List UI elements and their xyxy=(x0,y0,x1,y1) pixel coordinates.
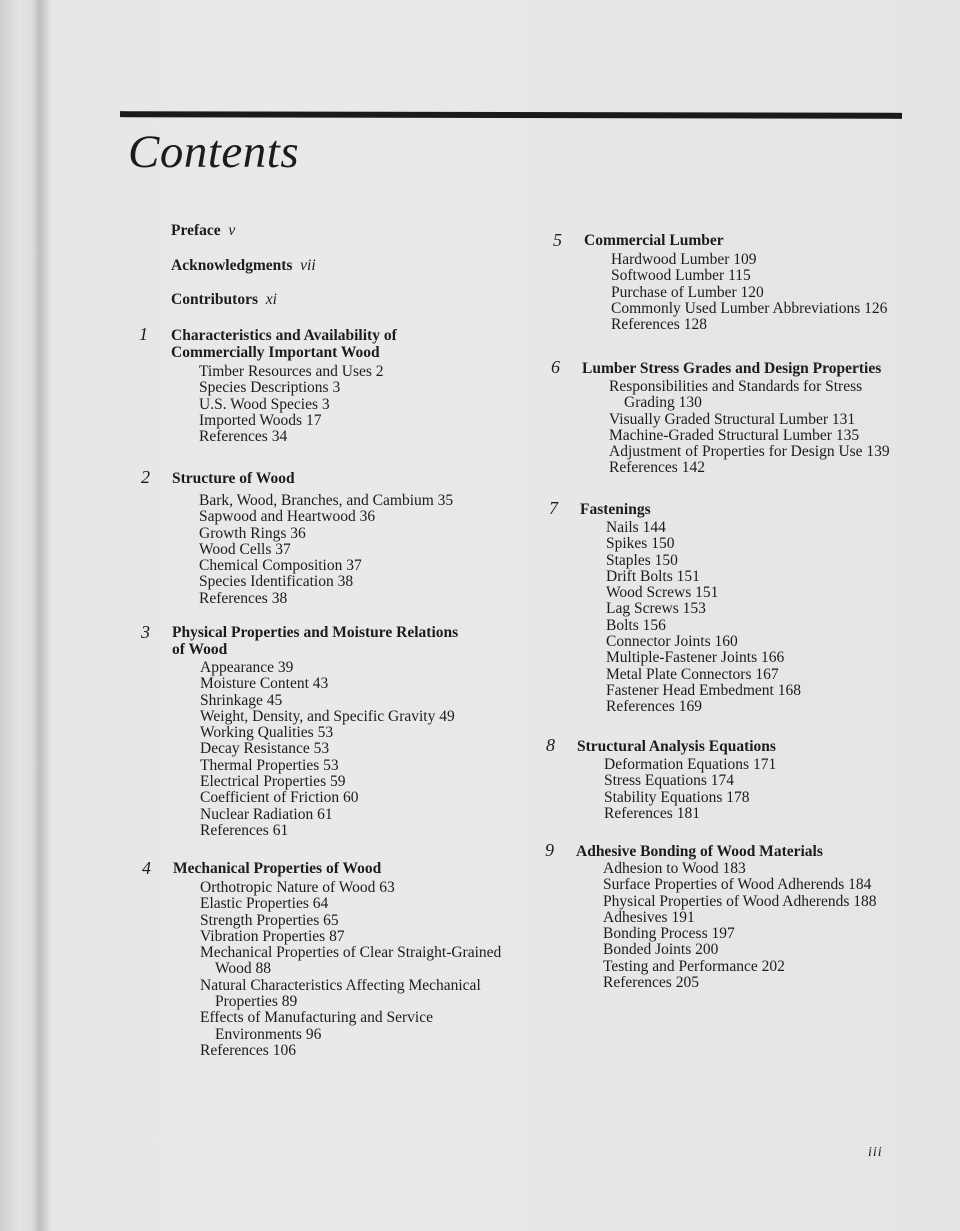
section-entry: References 106 xyxy=(200,1041,296,1059)
section-entry: Imported Woods 17 xyxy=(199,411,322,429)
section-entry: Wood Cells 37 xyxy=(199,540,291,558)
section-entry: Properties 89 xyxy=(215,993,298,1011)
chapter-number: 9 xyxy=(545,840,554,860)
front-matter-acknowledgments: Acknowledgments vii xyxy=(171,257,316,274)
section-entry: Commonly Used Lumber Abbreviations 126 xyxy=(611,299,888,317)
section-entry: Fastener Head Embedment 168 xyxy=(606,681,801,699)
chapter-sections xyxy=(199,493,453,607)
chapter-sections xyxy=(611,252,887,333)
section-entry: Multiple-Fastener Joints 166 xyxy=(606,649,785,667)
section-entry: Environments 96 xyxy=(215,1025,322,1043)
section-entry: Metal Plate Connectors 167 xyxy=(606,665,779,683)
section-entry: Decay Resistance 53 xyxy=(200,740,330,758)
section-entry: Spikes 150 xyxy=(606,535,675,553)
section-entry: Shrinkage 45 xyxy=(200,691,283,709)
chapter-title: Mechanical Properties of Wood xyxy=(173,860,382,877)
section-entry: Stability Equations 178 xyxy=(604,788,750,806)
section-entry: Moisture Content 43 xyxy=(200,675,329,693)
section-entry: Timber Resources and Uses 2 xyxy=(199,363,384,380)
chapter-title: Structure of Wood xyxy=(172,470,295,487)
chapter-number: 5 xyxy=(553,230,562,250)
front-matter-preface: Preface v xyxy=(171,222,236,239)
section-entry: Mechanical Properties of Clear Straight-Grained xyxy=(200,944,502,962)
chapter-number: 1 xyxy=(139,324,148,344)
section-entry: Working Qualities 53 xyxy=(200,724,334,742)
section-entry: Effects of Manufacturing and Service xyxy=(200,1009,433,1027)
section-entry: Adhesion to Wood 183 xyxy=(603,860,746,877)
section-entry: Hardwood Lumber 109 xyxy=(611,251,757,268)
chapter-sections xyxy=(200,880,501,1059)
section-entry: Vibration Properties 87 xyxy=(200,927,345,945)
page-number: iii xyxy=(868,1145,883,1160)
section-entry: Elastic Properties 64 xyxy=(200,895,329,913)
section-entry: Physical Properties of Wood Adherends 188 xyxy=(603,892,877,910)
section-entry: Sapwood and Heartwood 36 xyxy=(199,508,376,526)
section-entry: References 38 xyxy=(199,589,288,607)
section-entry: Drift Bolts 151 xyxy=(606,567,700,585)
chapter-title: Adhesive Bonding of Wood Materials xyxy=(576,843,823,860)
section-entry: Weight, Density, and Specific Gravity 49 xyxy=(200,707,455,725)
section-entry: Wood Screws 151 xyxy=(606,584,719,602)
chapter-title: Characteristics and Availability of Commercially Important Wood xyxy=(171,327,397,361)
section-entry: Bonded Joints 200 xyxy=(603,941,719,959)
section-entry: References 128 xyxy=(611,316,707,334)
chapter-number: 7 xyxy=(549,498,558,518)
chapter-sections xyxy=(604,757,776,822)
chapter-number: 4 xyxy=(142,858,151,878)
section-entry: Electrical Properties 59 xyxy=(200,773,346,791)
chapter-number: 2 xyxy=(141,467,150,487)
section-entry: Deformation Equations 171 xyxy=(604,756,777,773)
section-entry: Bonding Process 197 xyxy=(603,925,735,943)
chapter-sections xyxy=(200,660,455,839)
section-entry: Chemical Composition 37 xyxy=(199,557,362,575)
section-entry: Appearance 39 xyxy=(200,659,294,676)
chapter-sections xyxy=(606,520,801,716)
section-entry: Strength Properties 65 xyxy=(200,911,339,929)
section-entry: Stress Equations 174 xyxy=(604,772,735,790)
chapter-sections xyxy=(609,379,890,477)
section-entry: Nuclear Radiation 61 xyxy=(200,805,333,823)
chapter-title: Lumber Stress Grades and Design Properties xyxy=(582,360,882,377)
section-entry: Softwood Lumber 115 xyxy=(611,267,751,285)
section-entry: Surface Properties of Wood Adherends 184 xyxy=(603,876,872,894)
section-entry: Grading 130 xyxy=(624,394,702,412)
section-entry: Adhesives 191 xyxy=(603,908,695,926)
section-entry: Species Descriptions 3 xyxy=(199,379,341,397)
section-entry: References 169 xyxy=(606,698,702,716)
chapter-title: Fastenings xyxy=(580,501,651,518)
section-entry: Machine-Graded Structural Lumber 135 xyxy=(609,426,860,444)
section-entry: Nails 144 xyxy=(606,519,666,536)
section-entry: Species Identification 38 xyxy=(199,573,354,591)
section-entry: References 61 xyxy=(200,821,289,839)
section-entry: Purchase of Lumber 120 xyxy=(611,283,764,301)
section-entry: Growth Rings 36 xyxy=(199,524,306,542)
title-rule xyxy=(120,111,902,119)
chapter-number: 6 xyxy=(551,357,560,377)
section-entry: Bark, Wood, Branches, and Cambium 35 xyxy=(199,492,454,509)
section-entry: Testing and Performance 202 xyxy=(603,957,785,975)
section-entry: U.S. Wood Species 3 xyxy=(199,395,330,413)
section-entry: Adjustment of Properties for Design Use 139 xyxy=(609,443,890,461)
section-entry: Staples 150 xyxy=(606,551,678,569)
chapter-title: Structural Analysis Equations xyxy=(577,738,776,755)
section-entry: References 205 xyxy=(603,974,699,992)
section-entry: Visually Graded Structural Lumber 131 xyxy=(609,410,856,428)
chapter-title: Commercial Lumber xyxy=(584,232,724,249)
section-entry: Responsibilities and Standards for Stress xyxy=(609,378,863,395)
section-entry: Bolts 156 xyxy=(606,616,666,634)
page-title: Contents xyxy=(128,126,300,178)
section-entry: Lag Screws 153 xyxy=(606,600,706,618)
section-entry: References 34 xyxy=(199,428,288,446)
section-entry: Coefficient of Friction 60 xyxy=(200,789,359,807)
section-entry: References 142 xyxy=(609,459,705,477)
chapter-title: Physical Properties and Moisture Relations of Wood xyxy=(172,624,459,658)
section-entry: Thermal Properties 53 xyxy=(200,756,339,774)
section-entry: References 181 xyxy=(604,804,700,822)
chapter-sections xyxy=(199,364,384,445)
front-matter-contributors: Contributors xi xyxy=(171,291,277,308)
chapter-number: 3 xyxy=(141,622,150,642)
chapter-number: 8 xyxy=(546,735,555,755)
chapter-sections xyxy=(603,861,877,991)
section-entry: Connector Joints 160 xyxy=(606,633,738,651)
section-entry: Orthotropic Nature of Wood 63 xyxy=(200,879,395,896)
section-entry: Wood 88 xyxy=(215,960,272,978)
section-entry: Natural Characteristics Affecting Mechanical xyxy=(200,976,481,994)
